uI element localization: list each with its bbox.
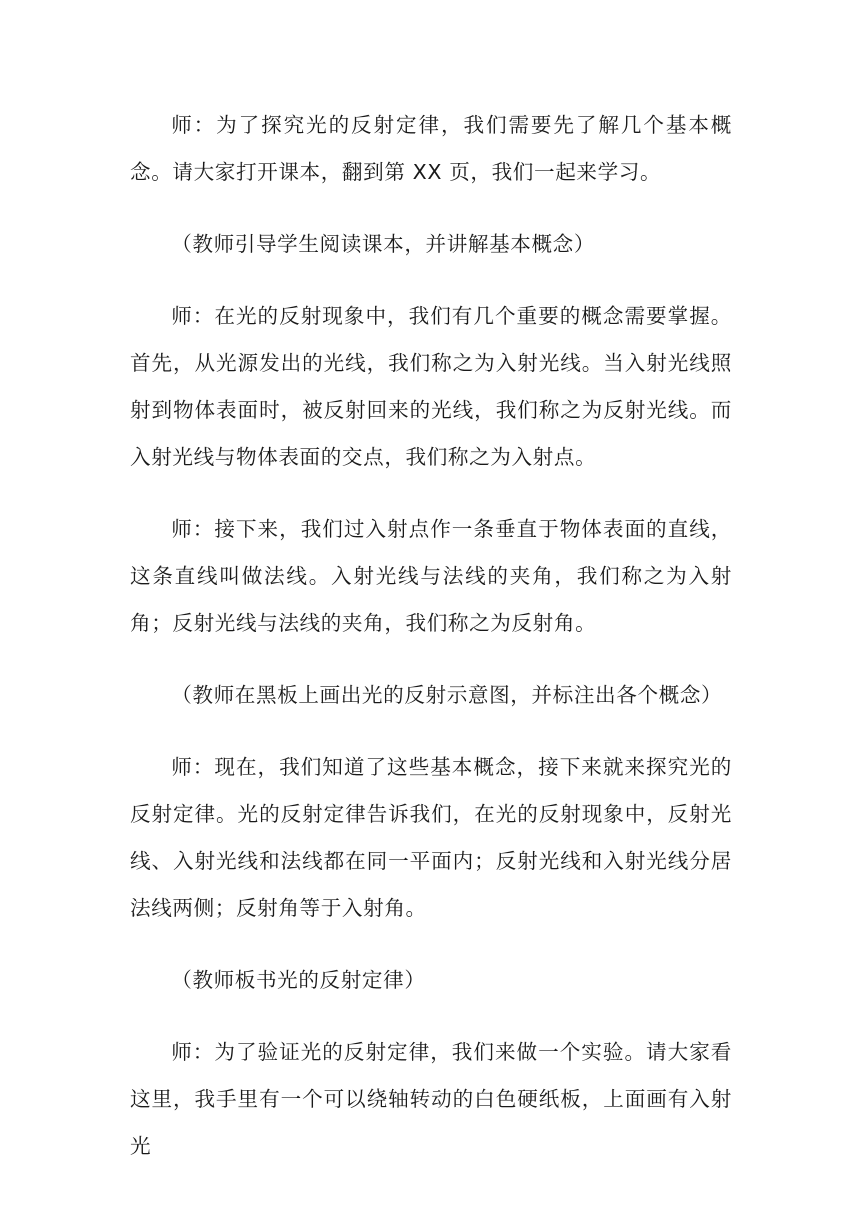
paragraph-gap xyxy=(130,647,732,672)
paragraph-concepts: 师：在光的反射现象中，我们有几个重要的概念需要掌握。首先，从光源发出的光线，我们称之为入射光线。当入射光线照射到物体表面时，被反射回来的光线，我们称之为反射光线。而入射光线与物体表面的交点，我们称之为入射点。 xyxy=(130,304,732,469)
paragraph-gap xyxy=(130,1004,732,1029)
paragraph-gap xyxy=(130,196,732,221)
paragraph-gap xyxy=(130,481,732,506)
paragraph-stage-direction: （教师引导学生阅读课本，并讲解基本概念） xyxy=(171,232,596,256)
paragraph-gap xyxy=(130,268,732,293)
paragraph-normal-line: 师：接下来，我们过入射点作一条垂直于物体表面的直线，这条直线叫做法线。入射光线与法线的夹角，我们称之为入射角；反射光线与法线的夹角，我们称之为反射角。 xyxy=(130,517,732,635)
paragraph-gap xyxy=(130,932,732,957)
paragraph-gap xyxy=(130,719,732,744)
paragraph-intro: 师：为了探究光的反射定律，我们需要先了解几个基本概念。请大家打开课本，翻到第 XX 页，我们一起来学习。 xyxy=(130,113,732,184)
document-body xyxy=(130,102,732,1170)
paragraph-stage-direction: （教师在黑板上画出光的反射示意图，并标注出各个概念） xyxy=(171,683,723,707)
paragraph-experiment: 师：为了验证光的反射定律，我们来做一个实验。请大家看这里，我手里有一个可以绕轴转动的白色硬纸板，上面画有入射光 xyxy=(130,1040,732,1158)
paragraph-stage-direction: （教师板书光的反射定律） xyxy=(171,968,426,992)
paragraph-reflection-law: 师：现在，我们知道了这些基本概念，接下来就来探究光的反射定律。光的反射定律告诉我们，在光的反射现象中，反射光线、入射光线和法线都在同一平面内；反射光线和入射光线分居法线两侧；反射角等于入射角。 xyxy=(130,755,732,920)
